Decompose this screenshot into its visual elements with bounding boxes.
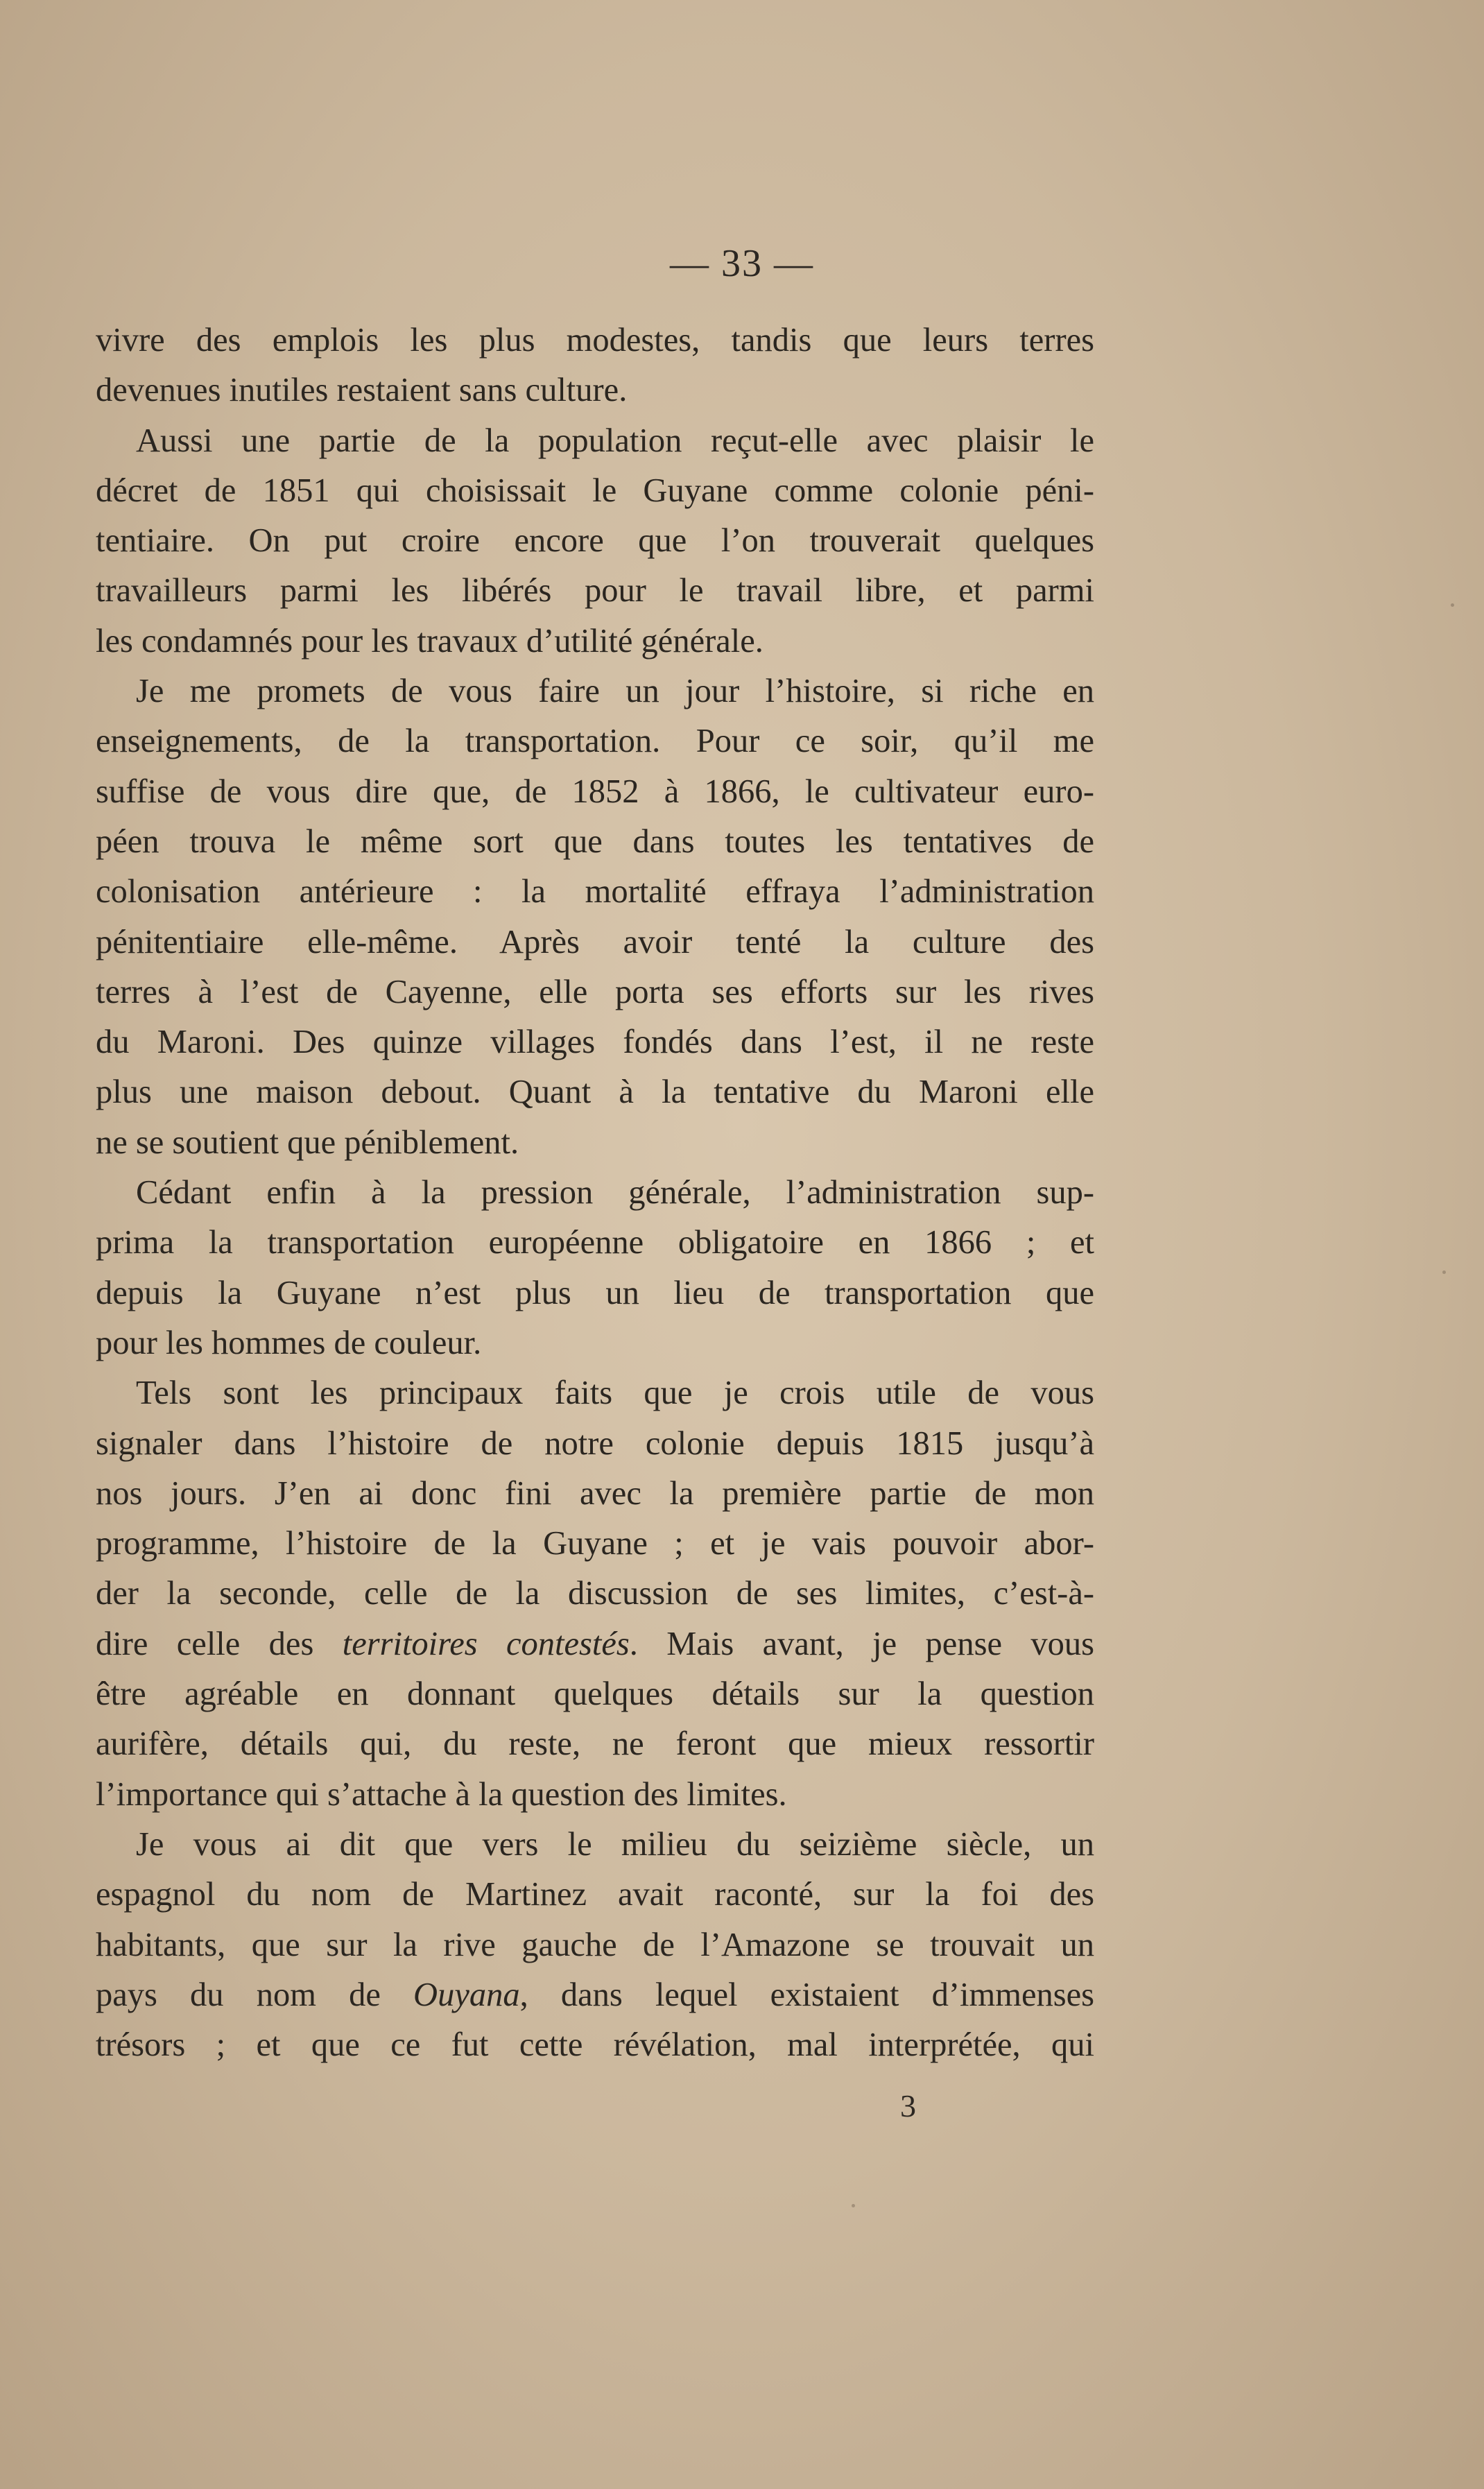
text-line: trésors ; et que ce fut cette révélation, mal interprétée, qui [96,2026,1094,2064]
text-line: plus une maison debout. Quant à la tentative du Maroni elle [96,1074,1094,1111]
text-fragment: dire celle des [96,1625,343,1662]
text-line: devenues inutiles restaient sans culture. [96,372,628,409]
text-line: Aussi une partie de la population reçut-elle avec plaisir le [136,422,1094,459]
text-line: programme, l’histoire de la Guyane ; et je vais pouvoir abor- [96,1525,1094,1562]
text-line: nos jours. J’en ai donc fini avec la première partie de mon [96,1474,1094,1512]
text-line: travailleurs parmi les libérés pour le travail libre, et parmi [96,572,1094,610]
text-line: tentiaire. On put croire encore que l’on trouverait quelques [96,522,1094,560]
text-line: aurifère, détails qui, du reste, ne feront que mieux ressortir [96,1725,1094,1763]
italic-term: territoires contestés [342,1625,630,1662]
paper-speck [1451,603,1454,607]
text-line: vivre des emplois les plus modestes, tandis que leurs terres [96,322,1094,359]
text-fragment: . Mais avant, je pense vous [629,1625,1094,1662]
text-line: der la seconde, celle de la discussion de ses limites, c’est-à- [96,1575,1094,1612]
text-line: décret de 1851 qui choisissait le Guyane comme colonie péni- [96,472,1094,509]
paper-speck [1442,1271,1446,1274]
text-line: suffise de vous dire que, de 1852 à 1866, le cultivateur euro- [96,773,1094,810]
text-line: Tels sont les principaux faits que je crois utile de vous [136,1375,1094,1412]
text-line: du Maroni. Des quinze villages fondés dans l’est, il ne reste [96,1024,1094,1061]
text-line: ne se soutient que péniblement. [96,1123,519,1161]
text-line: Je me promets de vous faire un jour l’histoire, si riche en [136,673,1094,710]
text-line: colonisation antérieure : la mortalité effraya l’administration [96,873,1094,911]
text-fragment: , dans lequel existaient d’immenses [519,1976,1095,2013]
page-number-header: — 33 — [670,242,814,285]
signature-mark: 3 [900,2088,916,2124]
text-line-mixed [96,1619,1094,1669]
text-line: pour les hommes de couleur. [96,1324,482,1361]
text-line: être agréable en donnant quelques détails sur la question [96,1676,1094,1713]
text-line-mixed [96,1970,1094,2020]
text-line: signaler dans l’histoire de notre colonie depuis 1815 jusqu’à [96,1424,1094,1462]
text-line: enseignements, de la transportation. Pour ce soir, qu’il me [96,723,1094,760]
italic-term: Ouyana [413,1976,520,2013]
text-line: terres à l’est de Cayenne, elle porta ses efforts sur les rives [96,973,1094,1010]
text-line: pénitentiaire elle-même. Après avoir tenté la culture des [96,923,1094,961]
text-line: péen trouva le même sort que dans toutes les tentatives de [96,823,1094,860]
text-line: prima la transportation européenne obligatoire en 1866 ; et [96,1224,1094,1261]
text-line: l’importance qui s’attache à la question des limites. [96,1775,787,1813]
text-line: Cédant enfin à la pression générale, l’administration sup- [136,1174,1094,1212]
text-line: espagnol du nom de Martinez avait raconté, sur la foi des [96,1876,1094,1913]
text-fragment: pays du nom de [96,1976,414,2013]
body-text [96,316,1094,2070]
text-line: les condamnés pour les travaux d’utilité générale. [96,622,763,660]
paper-speck [852,2204,855,2207]
text-line: depuis la Guyane n’est plus un lieu de transportation que [96,1274,1094,1311]
text-line: habitants, que sur la rive gauche de l’Amazone se trouvait un [96,1926,1094,1963]
text-line: Je vous ai dit que vers le milieu du seizième siècle, un [136,1825,1094,1863]
